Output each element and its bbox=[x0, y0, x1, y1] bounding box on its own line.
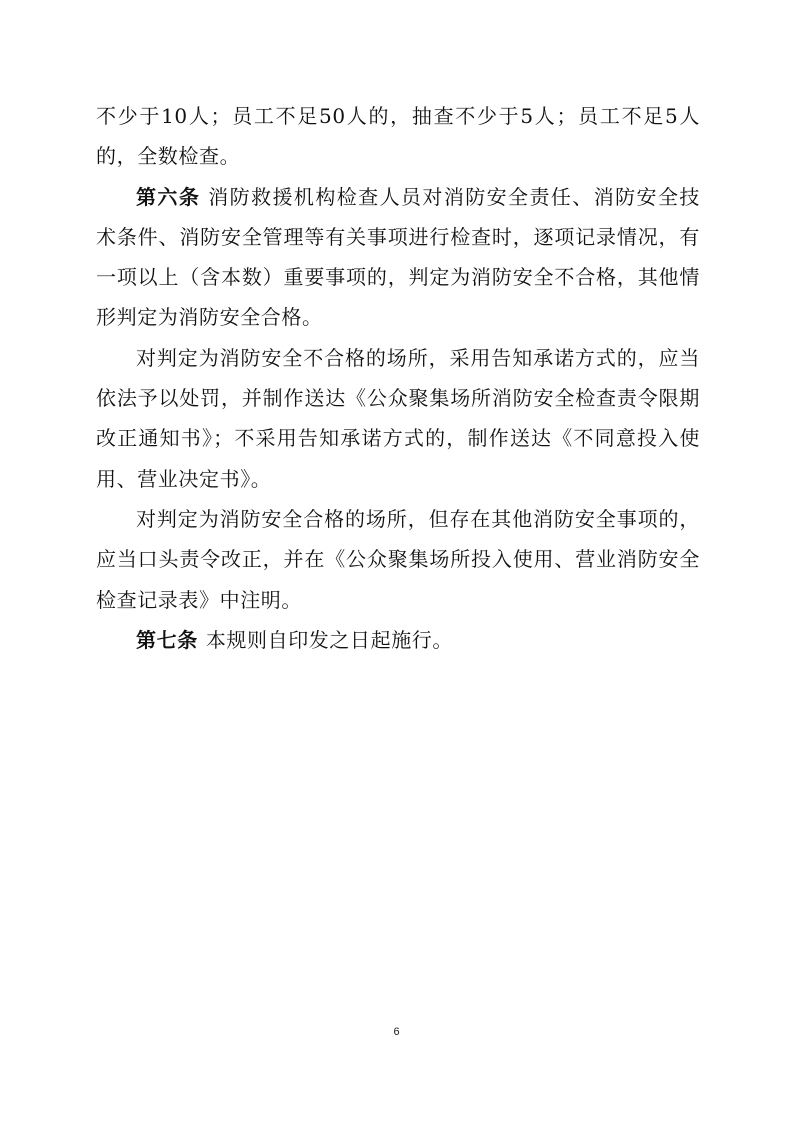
paragraph-text: 对判定为消防安全不合格的场所，采用告知承诺方式的，应当依法予以处罚，并制作送达《公众聚集场所消防安全检查责令限期改正通知书》；不采用告知承诺方式的，制作送达《不同意投入使用、营业决定书》。 bbox=[96, 345, 700, 491]
page-number: 6 bbox=[393, 1026, 400, 1038]
paragraph-continuation bbox=[96, 96, 700, 177]
paragraph-text: 对判定为消防安全合格的场所，但存在其他消防安全事项的，应当口头责令改正，并在《公众聚集场所投入使用、营业消防安全检查记录表》中注明。 bbox=[96, 506, 700, 612]
article-label: 第六条 bbox=[136, 184, 201, 209]
article-label: 第七条 bbox=[136, 627, 198, 652]
paragraph-text: 不少于10人；员工不足50人的，抽查不少于5人；员工不足5人的，全数检查。 bbox=[96, 104, 700, 169]
document-body bbox=[96, 96, 700, 660]
paragraph-text: 消防救援机构检查人员对消防安全责任、消防安全技术条件、消防安全管理等有关事项进行检查时，逐项记录情况，有一项以上（含本数）重要事项的，判定为消防安全不合格，其他情形判定为消防安全合格。 bbox=[96, 184, 700, 330]
article-seven-paragraph bbox=[96, 620, 700, 660]
qualified-handling-paragraph bbox=[96, 499, 700, 620]
article-six-paragraph bbox=[96, 177, 700, 338]
unqualified-handling-paragraph bbox=[96, 338, 700, 499]
paragraph-text: 本规则自印发之日起施行。 bbox=[205, 627, 454, 652]
